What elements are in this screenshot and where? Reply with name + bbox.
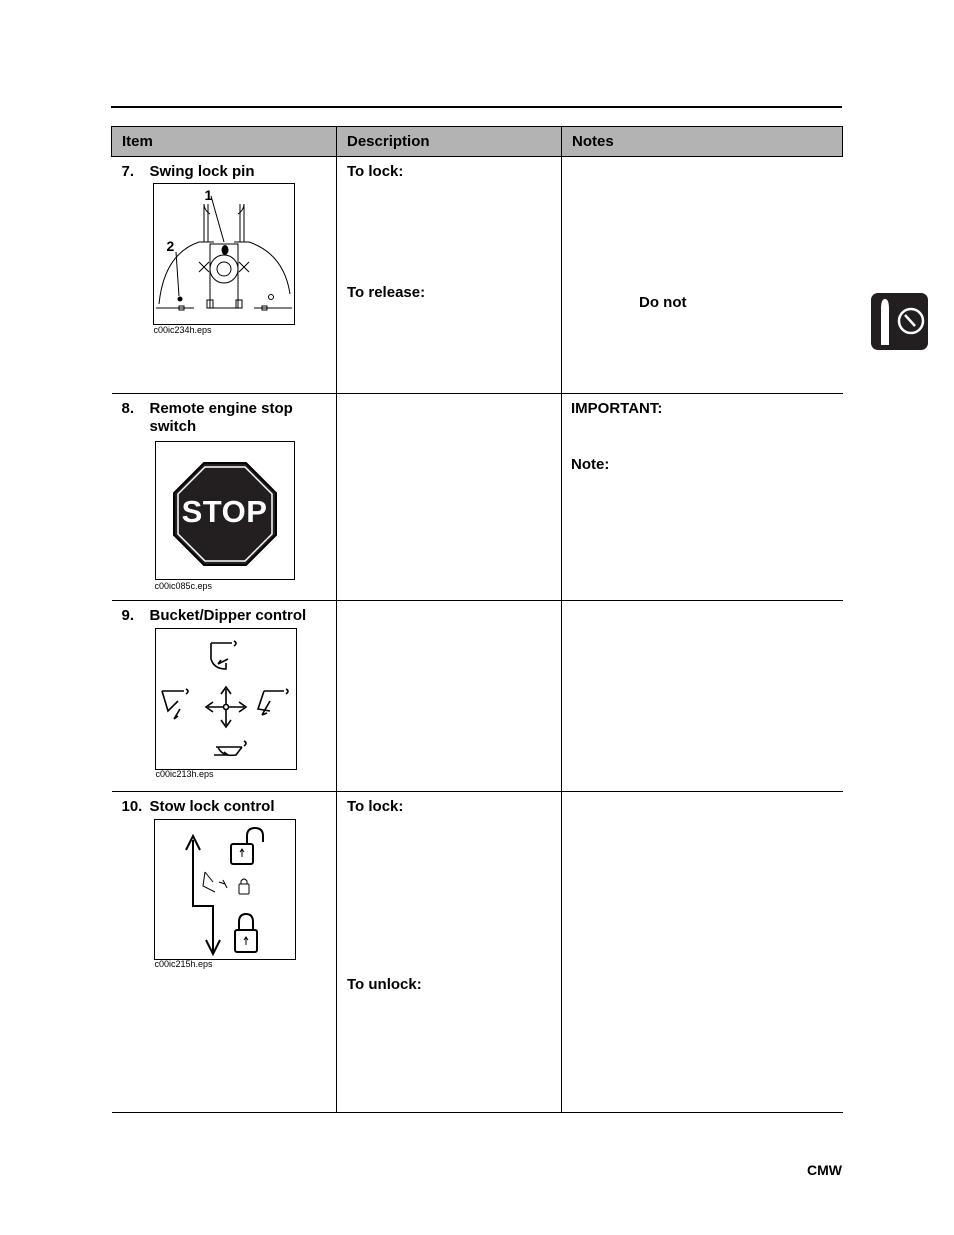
desc-to-release: To release: xyxy=(347,284,426,301)
description-cell xyxy=(337,601,562,792)
header-item: Item xyxy=(112,127,337,157)
swing-lock-pin-figure xyxy=(153,183,295,325)
item-title xyxy=(121,607,307,625)
footer-code: CMW xyxy=(807,1162,842,1178)
header-description: Description xyxy=(337,127,562,157)
notes-cell xyxy=(562,792,843,1113)
item-number: 10. xyxy=(121,798,143,815)
header-notes: Notes xyxy=(562,127,843,157)
item-cell xyxy=(112,792,337,1113)
notes-cell xyxy=(562,601,843,792)
notes-cell xyxy=(562,157,843,394)
figure-caption: c00ic234h.eps xyxy=(153,325,212,335)
table-row xyxy=(112,157,843,394)
lever-gauge-icon xyxy=(871,293,928,350)
callout-2: 2 xyxy=(166,238,175,254)
table-row xyxy=(112,601,843,792)
description-cell xyxy=(337,792,562,1113)
swing-lock-pin-drawing xyxy=(154,184,294,324)
item-title xyxy=(121,163,255,181)
item-cell xyxy=(112,394,337,601)
item-number: 7. xyxy=(121,163,135,180)
section-tab xyxy=(871,293,928,350)
item-cell xyxy=(112,601,337,792)
item-number: 9. xyxy=(121,607,135,624)
desc-to-unlock: To unlock: xyxy=(347,976,422,993)
stop-sign-text: STOP xyxy=(181,494,268,529)
item-title xyxy=(121,400,293,435)
description-cell xyxy=(337,157,562,394)
item-name: Stow lock control xyxy=(149,798,275,815)
item-number: 8. xyxy=(121,400,135,417)
top-rule xyxy=(111,106,842,108)
notes-note: Note: xyxy=(571,456,610,473)
table-header-row xyxy=(112,127,843,157)
description-cell xyxy=(337,394,562,601)
item-name: Swing lock pin xyxy=(149,163,255,180)
item-name: Bucket/Dipper control xyxy=(149,607,307,624)
stop-sign-figure xyxy=(155,441,295,580)
bucket-dipper-figure xyxy=(155,628,297,770)
item-cell xyxy=(112,157,337,394)
stow-lock-figure xyxy=(154,819,296,960)
desc-to-lock: To lock: xyxy=(347,798,404,815)
callout-1: 1 xyxy=(204,187,213,203)
stow-lock-drawing xyxy=(155,820,295,959)
notes-do-not: Do not xyxy=(639,294,687,311)
item-title xyxy=(121,798,275,816)
table-row xyxy=(112,792,843,1113)
desc-to-lock: To lock: xyxy=(347,163,404,180)
spec-table xyxy=(111,126,843,1113)
table-row xyxy=(112,394,843,601)
figure-caption: c00ic085c.eps xyxy=(154,581,213,591)
figure-caption: c00ic215h.eps xyxy=(154,959,213,969)
notes-cell xyxy=(562,394,843,601)
item-name: Remote engine stop switch xyxy=(149,400,293,435)
figure-caption: c00ic213h.eps xyxy=(155,769,214,779)
notes-important: IMPORTANT: xyxy=(571,400,663,417)
bucket-dipper-drawing xyxy=(156,629,296,769)
